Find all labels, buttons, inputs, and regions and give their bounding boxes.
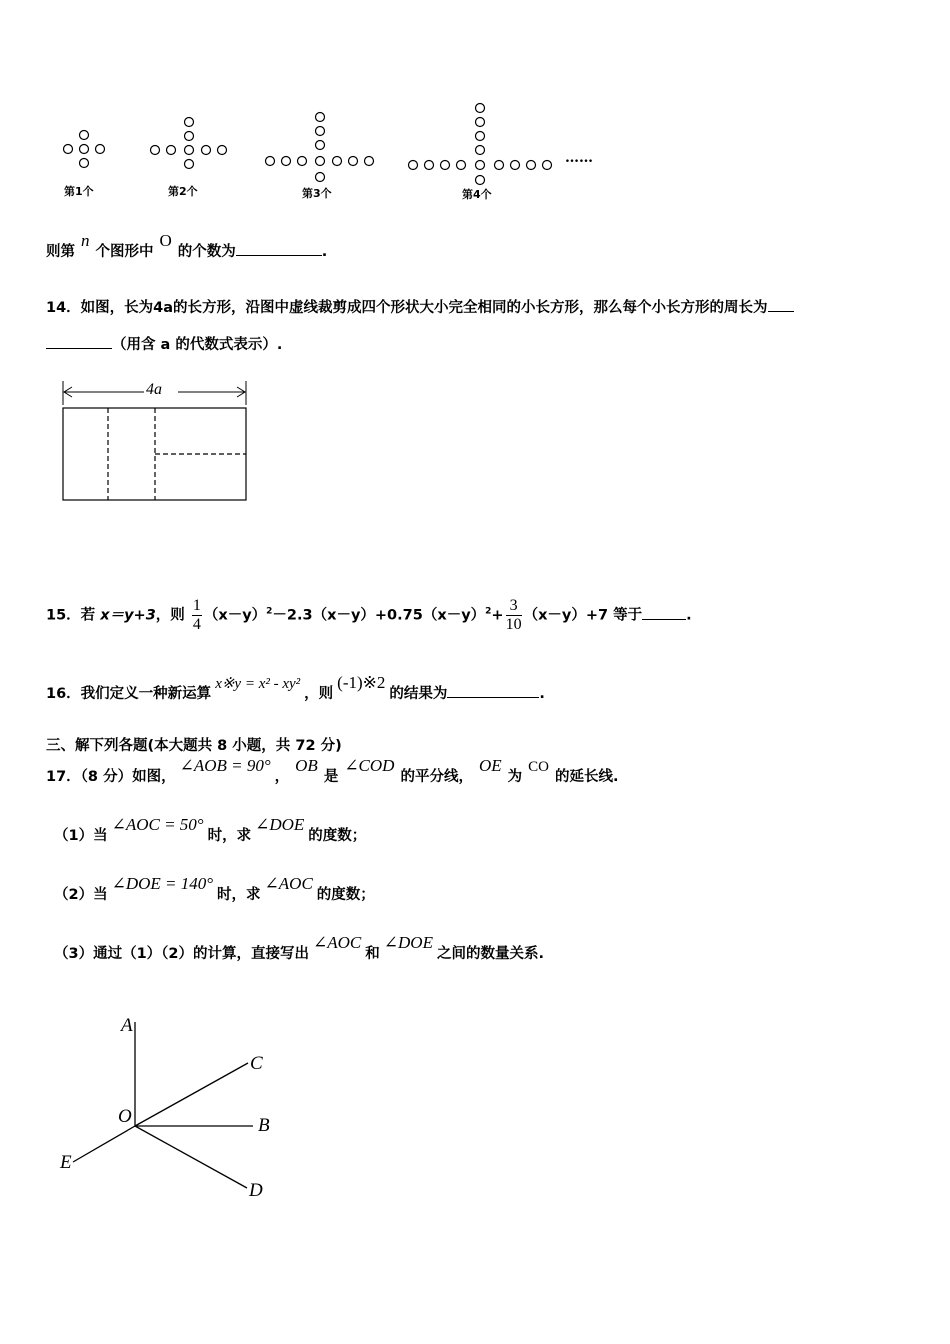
operation-expression: (-1)※2 xyxy=(337,673,386,692)
caption-3: 第3个 xyxy=(302,187,332,200)
ray-od xyxy=(135,1126,247,1188)
label-o: O xyxy=(118,1106,132,1127)
label-a: A xyxy=(121,1015,133,1036)
angle-aob: ∠AOB = 90° xyxy=(179,756,271,775)
answer-blank-16[interactable] xyxy=(447,683,539,698)
operation-definition: x※y = x² - xy² xyxy=(215,676,301,692)
ray-oc xyxy=(135,1063,248,1126)
answer-blank-13[interactable] xyxy=(236,241,322,256)
pattern-3 xyxy=(266,113,374,182)
pattern-1 xyxy=(64,131,105,168)
label-4a: 4a xyxy=(146,381,162,398)
answer-blank-14b[interactable] xyxy=(46,334,112,349)
q14-line1: 14．如图，长为4a的长方形，沿图中虚线裁剪成四个形状大小完全相同的小长方形，那么每个小长方形的周长为 xyxy=(46,296,794,317)
ellipsis: …… xyxy=(565,150,593,166)
label-c: C xyxy=(250,1053,263,1074)
fraction-1-4: $\frac{1}{4}$ xyxy=(192,597,201,633)
caption-1: 第1个 xyxy=(64,185,94,198)
angle-cod: ∠COD xyxy=(344,756,395,775)
answer-blank-14a[interactable] xyxy=(768,297,794,312)
pattern-2 xyxy=(151,118,227,169)
symbol-o: O xyxy=(159,231,172,250)
q14-line2: （用含 a 的代数式表示）. xyxy=(46,333,282,354)
q17-sub1: （1）当∠AOC = 50°时，求∠DOE的度数； xyxy=(54,815,367,844)
label-d: D xyxy=(249,1180,263,1201)
label-b: B xyxy=(258,1115,270,1136)
label-e: E xyxy=(60,1152,72,1173)
answer-blank-15[interactable] xyxy=(642,605,686,620)
pattern-4 xyxy=(409,104,552,185)
q16-line: 16．我们定义一种新运算x※y = x² - xy²，则(-1)※2的结果为 . xyxy=(46,673,545,702)
q17-sub2: （2）当∠DOE = 140°时，求∠AOC的度数； xyxy=(54,874,375,903)
section-3-title: 三、解下列各题(本大题共 8 小题，共 72 分) xyxy=(46,738,342,754)
q17-line: 17．（8 分）如图，∠AOB = 90°，OB是∠COD的平分线，OE为CO的延长线. xyxy=(46,756,619,785)
caption-2: 第2个 xyxy=(168,185,198,198)
caption-4: 第4个 xyxy=(462,188,492,201)
fraction-3-10: $\frac{3}{10}$ xyxy=(505,597,522,633)
q17-sub3: （3）通过（1）（2）的计算，直接写出∠AOC和∠DOE之间的数量关系. xyxy=(54,933,544,962)
var-n: n xyxy=(81,231,90,250)
ray-oe xyxy=(73,1126,135,1162)
q15-line: 15．若 x＝y+3，则 $\frac{1}{4}$ $(x-y)^2-2.3(x-y)+0.75(x-y)^2+$ $\frac{3}{10}$ （x－y）+7 等于 . xyxy=(46,597,692,633)
q13-line: 则第n个图形中O的个数为 . xyxy=(46,231,328,260)
